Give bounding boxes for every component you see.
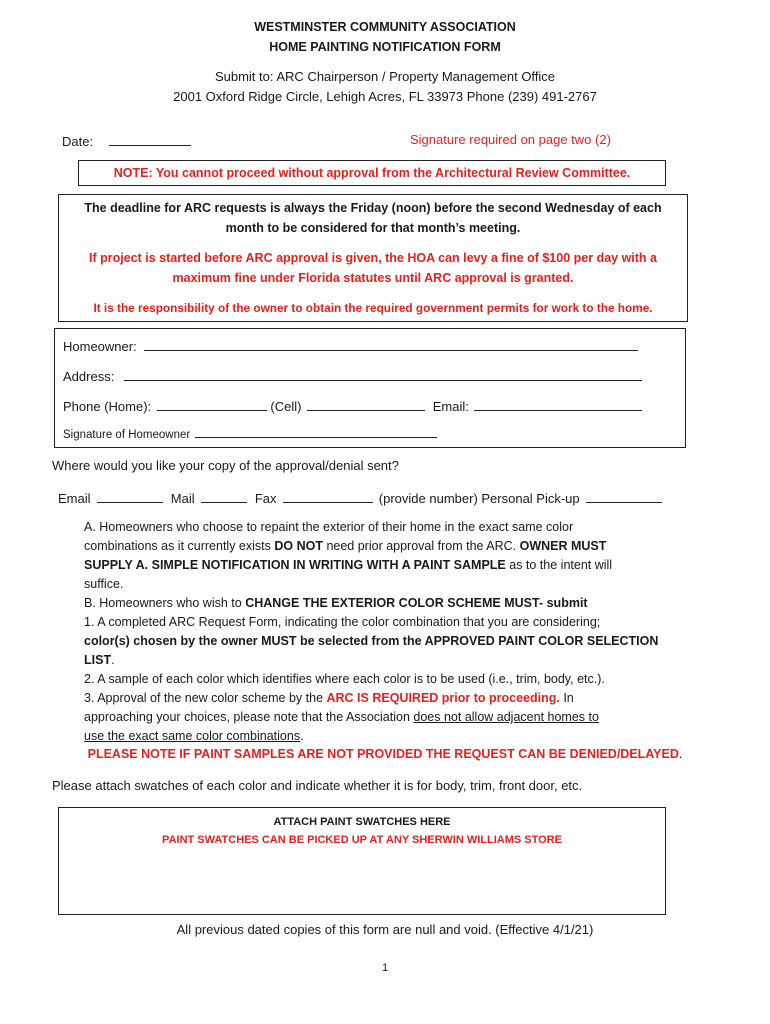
samples-warning: PLEASE NOTE IF PAINT SAMPLES ARE NOT PROVIDED THE REQUEST CAN BE DENIED/DELAYED.: [87, 747, 683, 761]
delivery-fax-note: (provide number) Personal Pick-up: [378, 491, 580, 506]
signature-label: Signature of Homeowner: [63, 429, 191, 441]
instructions: [84, 518, 684, 746]
delivery-mail-line[interactable]: [201, 489, 247, 503]
signature-field[interactable]: [63, 427, 437, 441]
phone-home-line[interactable]: [157, 397, 267, 411]
delivery-email-label: Email: [58, 491, 91, 506]
instr-b4: LIST.: [84, 653, 115, 667]
homeowner-line[interactable]: [144, 337, 638, 351]
instr-a2: combinations as it currently exists DO NOT need prior approval from the ARC. OWNER MUST: [84, 539, 607, 553]
page-number: 1: [381, 962, 389, 974]
instr-a1: A. Homeowners who choose to repaint the exterior of their home in the exact same color: [84, 520, 574, 534]
fine-line-2: maximum fine under Florida statutes until ARC approval is granted.: [172, 271, 574, 285]
phone-email-row: [63, 397, 642, 414]
instr-a3: SUPPLY A. SIMPLE NOTIFICATION IN WRITING WITH A PAINT SAMPLE as to the intent will: [84, 558, 613, 572]
pickup-line[interactable]: [586, 489, 662, 503]
instr-b2: 1. A completed ARC Request Form, indicating the color combination that you are considering;: [84, 615, 601, 629]
date-label: Date:: [62, 134, 94, 149]
date-field[interactable]: [62, 132, 191, 149]
fine-line-1: If project is started before ARC approval is given, the HOA can levy a fine of $100 per day with a: [89, 251, 657, 265]
homeowner-label: Homeowner:: [63, 339, 137, 354]
deadline-line-2: month to be considered for that month’s meeting.: [225, 221, 521, 235]
delivery-options: [58, 489, 662, 506]
swatch-box-subtitle: PAINT SWATCHES CAN BE PICKED UP AT ANY SHERWIN WILLIAMS STORE: [162, 834, 562, 846]
delivery-fax-label: Fax: [254, 491, 277, 506]
address-line[interactable]: [124, 367, 642, 381]
instr-b7: approaching your choices, please note that the Association does not allow adjacent homes to: [84, 710, 599, 724]
deadline-box: [58, 194, 688, 322]
delivery-email-line[interactable]: [97, 489, 163, 503]
date-line[interactable]: [109, 132, 191, 146]
office-address: 2001 Oxford Ridge Circle, Lehigh Acres, FL 33973 Phone (239) 491-2767: [173, 89, 597, 104]
swatch-instruction: Please attach swatches of each color and indicate whether it is for body, trim, front door, etc.: [52, 778, 583, 793]
email-line[interactable]: [474, 397, 642, 411]
instr-b3: color(s) chosen by the owner MUST be selected from the APPROVED PAINT COLOR SELECTION: [84, 634, 659, 648]
delivery-mail-label: Mail: [170, 491, 195, 506]
phone-home-label: Phone (Home):: [63, 399, 152, 414]
address-field[interactable]: [63, 367, 642, 384]
homeowner-field[interactable]: [63, 337, 638, 354]
delivery-fax-line[interactable]: [283, 489, 373, 503]
swatch-attach-area[interactable]: [58, 807, 666, 915]
footer-note: All previous dated copies of this form are null and void. (Effective 4/1/21): [176, 922, 594, 937]
address-label: Address:: [63, 369, 115, 384]
submit-to: Submit to: ARC Chairperson / Property Management Office: [214, 69, 556, 84]
instr-b1: B. Homeowners who wish to CHANGE THE EXTERIOR COLOR SCHEME MUST- submit: [84, 596, 588, 610]
swatch-box-title: ATTACH PAINT SWATCHES HERE: [273, 816, 451, 828]
instr-b5: 2. A sample of each color which identifies where each color is to be used (i.e., trim, body, etc.).: [84, 672, 605, 686]
deadline-line-1: The deadline for ARC requests is always the Friday (noon) before the second Wednesday of each: [84, 201, 662, 215]
instr-a4: suffice.: [84, 577, 124, 591]
permits-note: It is the responsibility of the owner to obtain the required government permits for work to the home.: [93, 301, 653, 315]
signature-line[interactable]: [195, 427, 437, 438]
email-label: Email:: [432, 399, 469, 414]
instr-b8: use the exact same color combinations.: [84, 729, 304, 743]
signature-required-note: Signature required on page two (2): [410, 132, 611, 147]
form-title: HOME PAINTING NOTIFICATION FORM: [269, 40, 501, 54]
homeowner-info-box: [54, 328, 686, 448]
cell-line[interactable]: [307, 397, 425, 411]
approval-note: NOTE: You cannot proceed without approval from the Architectural Review Committee.: [113, 166, 631, 180]
org-name: WESTMINSTER COMMUNITY ASSOCIATION: [254, 20, 516, 34]
copy-question: Where would you like your copy of the approval/denial sent?: [52, 458, 399, 473]
instr-b6: 3. Approval of the new color scheme by the ARC IS REQUIRED prior to proceeding. In: [84, 691, 574, 705]
approval-note-box: [78, 160, 666, 186]
cell-label: (Cell): [270, 399, 302, 414]
